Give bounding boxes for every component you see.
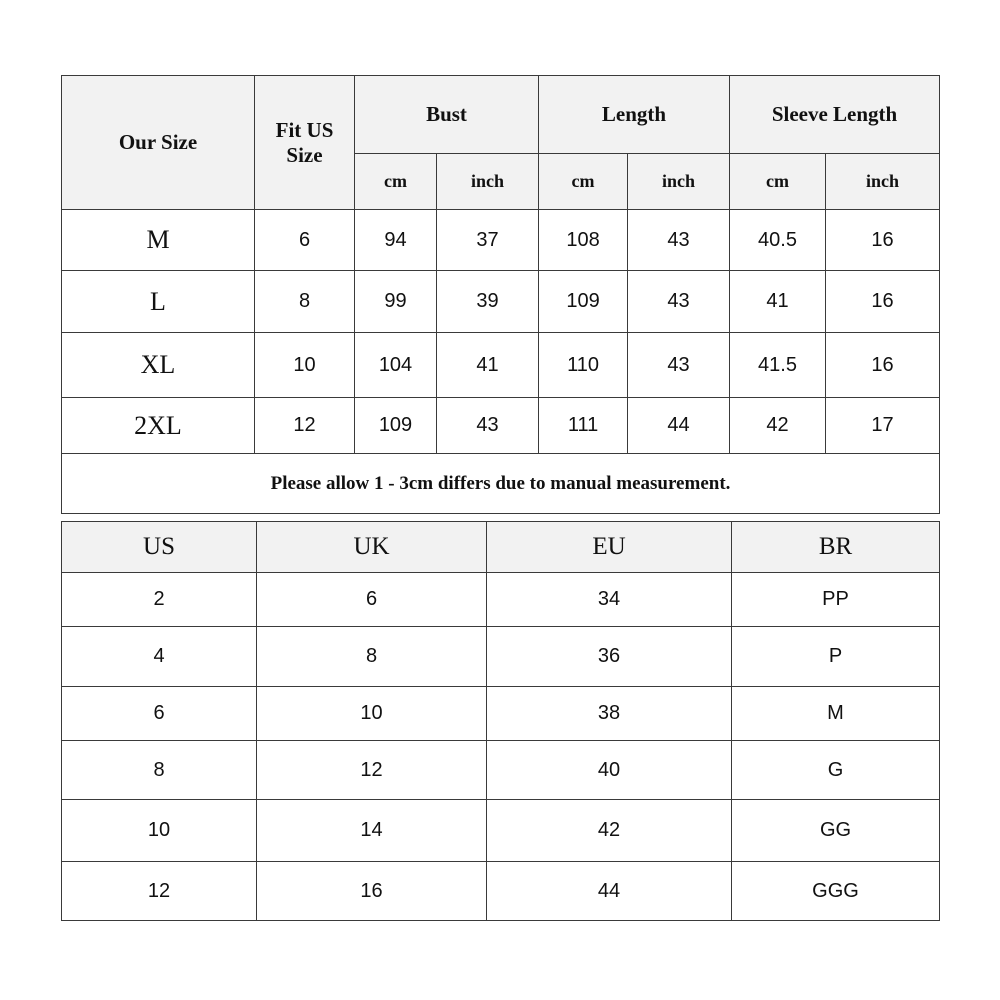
br-cell: G	[732, 741, 940, 800]
size-cell: XL	[62, 333, 255, 398]
header-length: Length	[539, 76, 730, 154]
sleeve-inch-cell: 16	[826, 333, 940, 398]
header-sleeve-length: Sleeve Length	[730, 76, 940, 154]
bust-inch-cell: 43	[437, 398, 539, 454]
size-chart-table	[61, 75, 940, 514]
us-cell: 4	[62, 627, 257, 687]
header-fit-us-size	[255, 76, 355, 210]
length-cm-cell: 108	[539, 210, 628, 271]
sleeve-cm-cell: 42	[730, 398, 826, 454]
header-our-size: Our Size	[62, 76, 255, 210]
br-cell: P	[732, 627, 940, 687]
uk-cell: 10	[257, 687, 487, 741]
fit-us-cell: 6	[255, 210, 355, 271]
length-inch-cell: 43	[628, 210, 730, 271]
table-row	[62, 800, 940, 862]
length-inch-cell: 43	[628, 271, 730, 333]
us-cell: 10	[62, 800, 257, 862]
uk-cell: 8	[257, 627, 487, 687]
table-row	[62, 210, 940, 271]
bust-inch-cell: 39	[437, 271, 539, 333]
bust-cm-cell: 94	[355, 210, 437, 271]
us-cell: 12	[62, 862, 257, 921]
br-cell: GG	[732, 800, 940, 862]
header-eu: EU	[487, 522, 732, 573]
fit-us-cell: 10	[255, 333, 355, 398]
eu-cell: 42	[487, 800, 732, 862]
size-conversion-table	[61, 521, 940, 921]
length-cm-cell: 111	[539, 398, 628, 454]
bust-cm-cell: 109	[355, 398, 437, 454]
table-row	[62, 271, 940, 333]
header-uk: UK	[257, 522, 487, 573]
length-cm-cell: 109	[539, 271, 628, 333]
table-row	[62, 687, 940, 741]
br-cell: GGG	[732, 862, 940, 921]
header-fit-us-size-line1: Fit US	[275, 117, 334, 142]
eu-cell: 40	[487, 741, 732, 800]
eu-cell: 36	[487, 627, 732, 687]
sleeve-inch-cell: 17	[826, 398, 940, 454]
header-bust: Bust	[355, 76, 539, 154]
fit-us-cell: 12	[255, 398, 355, 454]
size-cell: M	[62, 210, 255, 271]
bust-inch-cell: 37	[437, 210, 539, 271]
us-cell: 8	[62, 741, 257, 800]
eu-cell: 34	[487, 573, 732, 627]
sleeve-cm-cell: 41	[730, 271, 826, 333]
table-row	[62, 573, 940, 627]
length-inch-cell: 44	[628, 398, 730, 454]
header-length-cm: cm	[539, 154, 628, 210]
table-row	[62, 627, 940, 687]
measurement-note: Please allow 1 - 3cm differs due to manual measurement.	[62, 454, 940, 514]
header-sleeve-cm: cm	[730, 154, 826, 210]
header-length-inch: inch	[628, 154, 730, 210]
bust-inch-cell: 41	[437, 333, 539, 398]
header-bust-cm: cm	[355, 154, 437, 210]
length-inch-cell: 43	[628, 333, 730, 398]
sleeve-cm-cell: 40.5	[730, 210, 826, 271]
sleeve-inch-cell: 16	[826, 210, 940, 271]
header-sleeve-inch: inch	[826, 154, 940, 210]
bust-cm-cell: 104	[355, 333, 437, 398]
fit-us-cell: 8	[255, 271, 355, 333]
uk-cell: 16	[257, 862, 487, 921]
uk-cell: 6	[257, 573, 487, 627]
bust-cm-cell: 99	[355, 271, 437, 333]
size-cell: 2XL	[62, 398, 255, 454]
header-br: BR	[732, 522, 940, 573]
header-us: US	[62, 522, 257, 573]
length-cm-cell: 110	[539, 333, 628, 398]
header-fit-us-size-line2: Size	[286, 142, 323, 167]
br-cell: PP	[732, 573, 940, 627]
eu-cell: 38	[487, 687, 732, 741]
table-row	[62, 333, 940, 398]
uk-cell: 12	[257, 741, 487, 800]
eu-cell: 44	[487, 862, 732, 921]
us-cell: 2	[62, 573, 257, 627]
sleeve-cm-cell: 41.5	[730, 333, 826, 398]
header-bust-inch: inch	[437, 154, 539, 210]
table-row	[62, 862, 940, 921]
br-cell: M	[732, 687, 940, 741]
size-cell: L	[62, 271, 255, 333]
us-cell: 6	[62, 687, 257, 741]
sleeve-inch-cell: 16	[826, 271, 940, 333]
table-row	[62, 741, 940, 800]
table-row	[62, 398, 940, 454]
uk-cell: 14	[257, 800, 487, 862]
